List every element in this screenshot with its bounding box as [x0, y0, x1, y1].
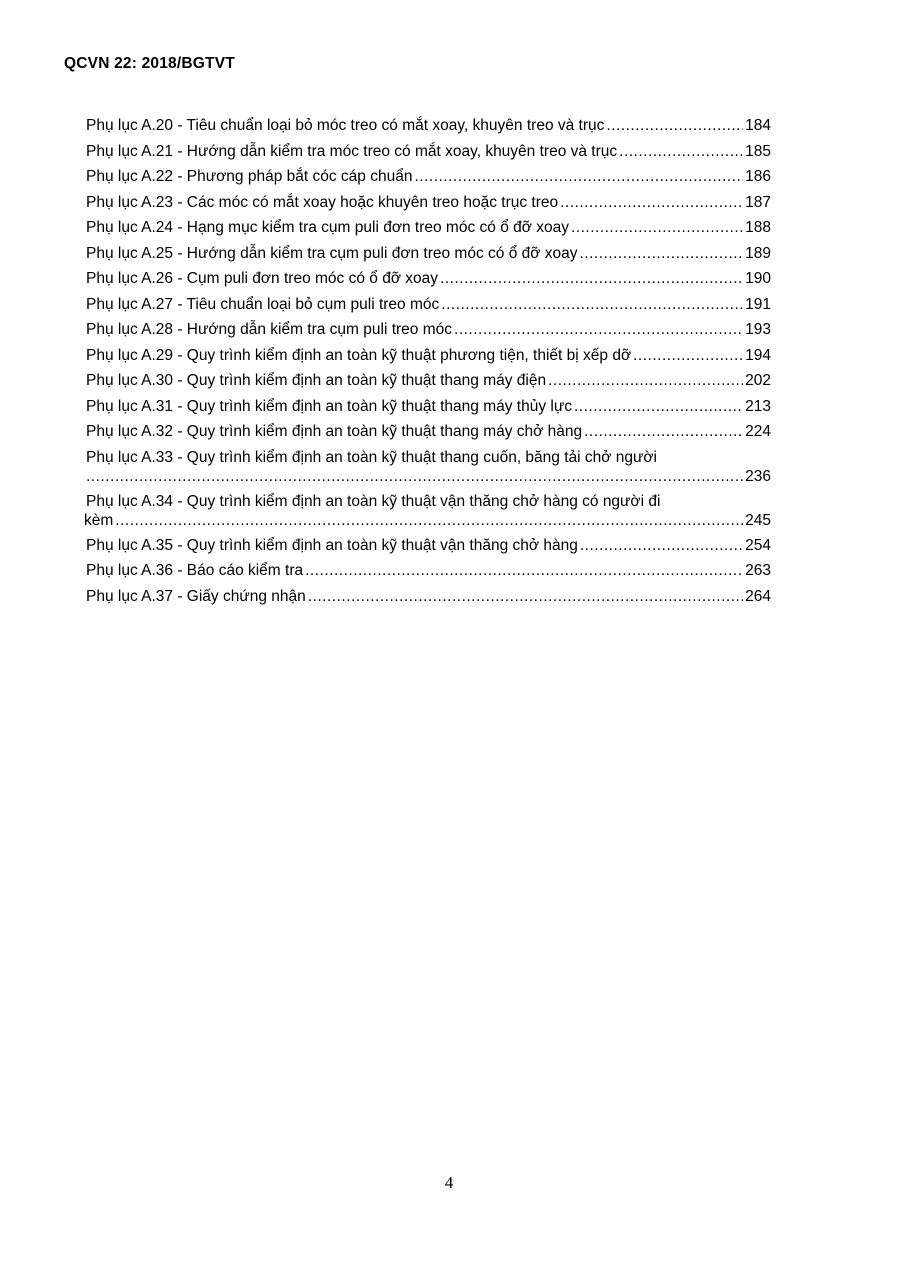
toc-entry-title: Phụ lục A.21 - Hướng dẫn kiểm tra móc treo có mắt xoay, khuyên treo và trục — [86, 142, 618, 160]
page-number: 4 — [444, 1173, 454, 1192]
toc-entry-page: 193 — [745, 321, 771, 338]
toc-entry-page: 191 — [745, 295, 771, 313]
toc-entry[interactable] — [86, 394, 771, 420]
dot-leader — [548, 368, 743, 394]
toc-entry-title: Phụ lục A.30 - Quy trình kiểm định an toàn kỹ thuật thang máy điện — [86, 372, 547, 389]
toc-entry[interactable] — [86, 343, 771, 369]
dot-leader — [606, 113, 743, 139]
toc-entry-page: 213 — [745, 397, 771, 415]
dot-leader — [414, 164, 743, 190]
dot-leader — [633, 343, 743, 369]
toc-entry-title: Phụ lục A.36 - Báo cáo kiểm tra — [86, 562, 304, 579]
toc-entry-title: Phụ lục A.31 - Quy trình kiểm định an toàn kỹ thuật thang máy thủy lực — [86, 397, 572, 415]
toc-entry-title: Phụ lục A.34 - Quy trình kiểm định an toàn kỹ thuật vận thăng chở hàng có người đi — [86, 492, 661, 510]
toc-entry[interactable] — [86, 584, 771, 610]
toc-entry-page: 190 — [745, 270, 771, 287]
toc-entry-title: Phụ lục A.23 - Các móc có mắt xoay hoặc khuyên treo hoặc trục treo — [86, 193, 559, 211]
toc-entry-wrapped[interactable] — [86, 445, 771, 489]
dot-leader — [579, 241, 743, 267]
toc-entry-page: 224 — [745, 423, 771, 440]
dot-leader — [580, 533, 743, 559]
dot-leader — [86, 467, 743, 486]
toc-entry[interactable] — [86, 113, 771, 139]
dot-leader — [584, 419, 743, 445]
toc-entry-page: 187 — [745, 193, 771, 211]
toc-entry[interactable] — [86, 292, 771, 318]
toc-entry[interactable] — [86, 190, 771, 216]
toc-entry[interactable] — [86, 558, 771, 584]
toc-entry-title: Phụ lục A.29 - Quy trình kiểm định an toàn kỹ thuật phương tiện, thiết bị xếp dỡ — [86, 346, 632, 364]
dot-leader — [571, 215, 743, 241]
toc-entry-title: Phụ lục A.35 - Quy trình kiểm định an toàn kỹ thuật vận thăng chở hàng — [86, 536, 578, 554]
toc-entry-page: 202 — [745, 372, 771, 389]
toc-entry-title: Phụ lục A.33 - Quy trình kiểm định an toàn kỹ thuật thang cuốn, băng tải chở người — [86, 448, 657, 466]
dot-leader — [305, 558, 743, 584]
toc-entry[interactable] — [86, 164, 771, 190]
dot-leader — [308, 584, 743, 610]
dot-leader — [560, 190, 743, 216]
toc-entry-title: Phụ lục A.32 - Quy trình kiểm định an toàn kỹ thuật thang máy chở hàng — [86, 423, 583, 440]
table-of-contents — [86, 113, 771, 609]
toc-entry[interactable] — [86, 419, 771, 445]
toc-entry-title: Phụ lục A.25 - Hướng dẫn kiểm tra cụm puli đơn treo móc có ổ đỡ xoay — [86, 244, 578, 262]
dot-leader — [441, 292, 743, 318]
dot-leader — [440, 266, 743, 292]
toc-entry-page: 264 — [745, 587, 771, 605]
toc-entry-page: 184 — [745, 117, 771, 134]
toc-entry-title-continued: kèm — [84, 511, 114, 529]
toc-entry-title: Phụ lục A.37 - Giấy chứng nhận — [86, 587, 306, 605]
toc-entry-title: Phụ lục A.24 - Hạng mục kiểm tra cụm puli đơn treo móc có ổ đỡ xoay — [86, 219, 569, 236]
toc-entry[interactable] — [86, 241, 771, 267]
toc-entry[interactable] — [86, 215, 771, 241]
toc-entry[interactable] — [86, 533, 771, 559]
document-header-code: QCVN 22: 2018/BGTVT — [64, 55, 235, 72]
toc-entry-title: Phụ lục A.22 - Phương pháp bắt cóc cáp chuẩn — [86, 168, 413, 185]
toc-entry-title: Phụ lục A.27 - Tiêu chuẩn loại bỏ cụm puli treo móc — [86, 295, 440, 313]
toc-entry-page: 236 — [745, 467, 771, 485]
toc-entry-title: Phụ lục A.20 - Tiêu chuẩn loại bỏ móc treo có mắt xoay, khuyên treo và trục — [86, 117, 605, 134]
toc-entry[interactable] — [86, 139, 771, 165]
dot-leader — [574, 394, 743, 420]
dot-leader — [454, 317, 743, 343]
toc-entry-page: 245 — [745, 511, 771, 529]
toc-entry[interactable] — [86, 317, 771, 343]
toc-entry-wrapped[interactable] — [86, 489, 771, 533]
toc-entry-title: Phụ lục A.26 - Cụm puli đơn treo móc có ổ đỡ xoay — [86, 270, 439, 287]
toc-entry-page: 188 — [745, 219, 771, 236]
toc-entry-page: 194 — [745, 346, 771, 364]
dot-leader — [115, 511, 743, 530]
toc-entry-page: 263 — [745, 562, 771, 579]
toc-entry-title: Phụ lục A.28 - Hướng dẫn kiểm tra cụm puli treo móc — [86, 321, 453, 338]
toc-entry-page: 254 — [745, 536, 771, 554]
toc-entry-page: 185 — [745, 142, 771, 160]
toc-entry-page: 189 — [745, 244, 771, 262]
toc-entry[interactable] — [86, 266, 771, 292]
toc-entry-page: 186 — [745, 168, 771, 185]
dot-leader — [619, 139, 743, 165]
toc-entry[interactable] — [86, 368, 771, 394]
